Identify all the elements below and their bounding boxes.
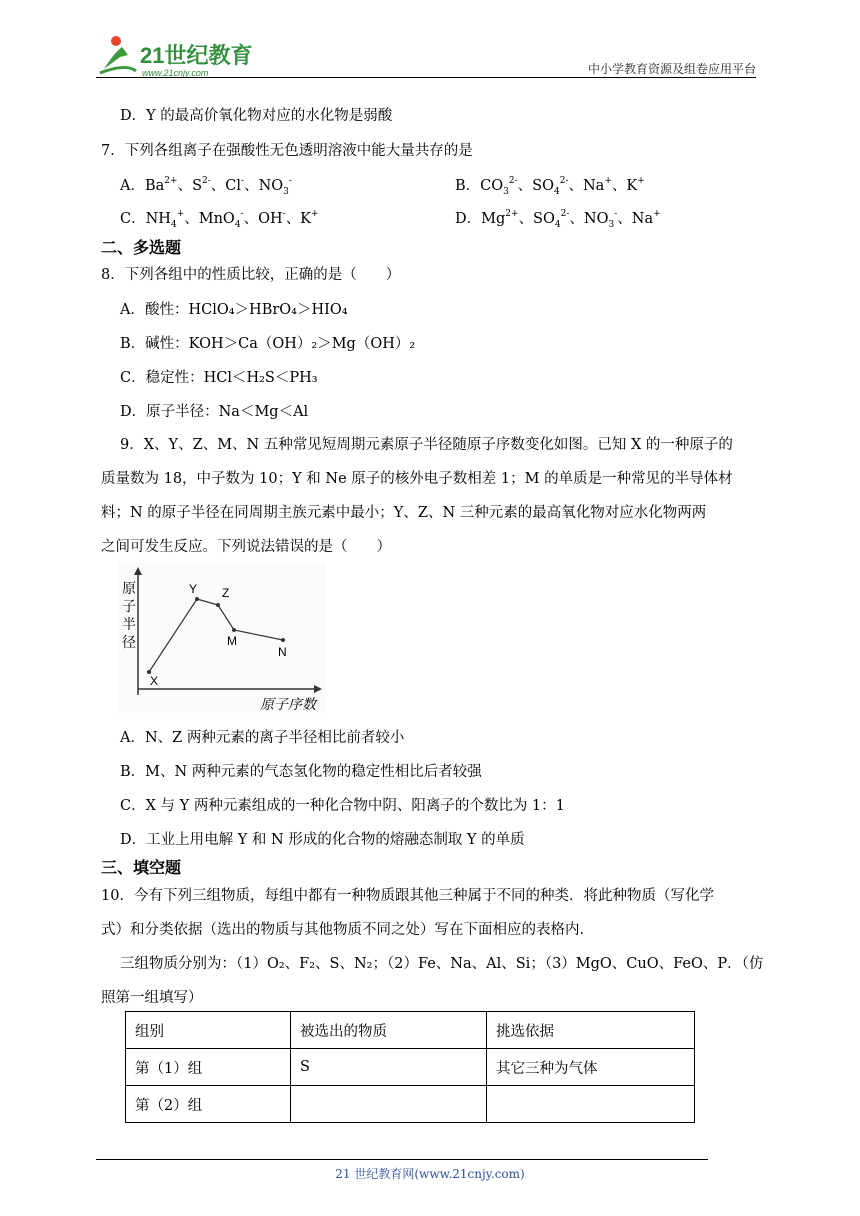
label-x: X: [150, 674, 159, 688]
table-cell: 其它三种为气体: [487, 1049, 695, 1086]
q9-stem-line4: 之间可发生反应。下列说法错误的是（ ）: [101, 539, 391, 555]
section-heading-multiple-choice: 二、多选题: [101, 238, 182, 257]
x-label: 原子序数: [260, 696, 316, 712]
q7-option-c: C．$NH_4^+$、MnO$_4$-、OH-、K+: [120, 209, 319, 230]
logo-text: 21世纪教育: [140, 43, 253, 68]
q6-option-d: D．Y 的最高价氧化物对应的水化物是弱酸: [120, 108, 393, 124]
q7-option-d: D．$Mg^{2+}$、$SO_4^{2-}$、$NO_3^-$、Na+: [455, 209, 661, 230]
q8-option-a: A．酸性：HClO₄＞HBrO₄＞HIO₄: [120, 302, 348, 318]
q8-option-d: D．原子半径：Na＜Mg＜Al: [120, 404, 309, 420]
q9-stem-line3: 料；N 的原子半径在同周期主族元素中最小；Y、Z、N 三种元素的最高氧化物对应水化物两两: [101, 505, 707, 521]
table-header-row: [126, 1012, 695, 1049]
label-z: Z: [222, 586, 230, 600]
point-z: [216, 603, 220, 607]
q9-option-c: C．X 与 Y 两种元素组成的一种化合物中阴、阳离子的个数比为 1：1: [120, 798, 565, 814]
y-label-char-1: 原: [122, 580, 136, 596]
table-cell: [487, 1086, 695, 1123]
atomic-radius-figure: [118, 563, 326, 713]
q7-option-a: A．$Ba^{2+}$、$S^{2-}$、Cl-、$NO_3^-$: [120, 176, 292, 197]
q10-stem-line1: 10．今有下列三组物质，每组中都有一种物质跟其他三种属于不同的种类．将此种物质（写化学: [101, 888, 714, 904]
table-cell: [291, 1086, 487, 1123]
footer-divider: [96, 1159, 708, 1160]
table-cell: S: [291, 1049, 487, 1086]
q10-stem-line4: 照第一组填写）: [101, 990, 203, 1006]
q7-stem: 7．下列各组离子在强酸性无色透明溶液中能大量共存的是: [101, 143, 473, 159]
table-row: [126, 1086, 695, 1123]
header-divider: [96, 77, 756, 78]
q7-option-b: B．$CO_3^{2-}$、$SO_4^{2-}$、Na+、K+: [455, 176, 645, 197]
q10-stem-line2: 式）和分类依据（选出的物质与其他物质不同之处）写在下面相应的表格内．: [101, 922, 594, 938]
table-row: [126, 1049, 695, 1086]
q8-stem: 8．下列各组中的性质比较，正确的是（ ）: [101, 267, 401, 283]
q10-answer-table: [125, 1011, 695, 1123]
table-header-cell: 被选出的物质: [291, 1012, 487, 1049]
label-n: N: [278, 645, 287, 659]
table-cell: 第（2）组: [126, 1086, 291, 1123]
q10-stem-line3: 三组物质分别为：（1）O₂、F₂、S、N₂；（2）Fe、Na、Al、Si；（3）MgO、CuO、FeO、P．（仿: [120, 956, 764, 972]
section-heading-fill-in: 三、填空题: [101, 858, 182, 877]
q8-option-c: C．稳定性：HCl＜H₂S＜PH₃: [120, 370, 318, 386]
header-platform-text: 中小学教育资源及组卷应用平台: [587, 62, 756, 76]
footer-text: 21 世纪教育网(www.21cnjy.com): [335, 1167, 525, 1181]
y-label-char-3: 半: [122, 616, 136, 632]
y-label-char-2: 子: [122, 598, 136, 614]
q9-option-d: D．工业上用电解 Y 和 N 形成的化合物的熔融态制取 Y 的单质: [120, 832, 525, 848]
q9-option-a: A．N、Z 两种元素的离子半径相比前者较小: [120, 730, 405, 746]
point-m: [232, 628, 236, 632]
q9-option-b: B．M、N 两种元素的气态氢化物的稳定性相比后者较强: [120, 764, 482, 780]
q9-stem-line1: 9．X、Y、Z、M、N 五种常见短周期元素原子半径随原子序数变化如图。已知 X 的一种原子的: [120, 437, 733, 453]
q9-stem-line2: 质量数为 18，中子数为 10；Y 和 Ne 原子的核外电子数相差 1；M 的单质是一种常见的半导体材: [101, 471, 733, 487]
y-label-char-4: 径: [122, 634, 136, 650]
label-m: M: [227, 634, 237, 648]
site-logo: [96, 33, 261, 79]
table-cell: 第（1）组: [126, 1049, 291, 1086]
table-header-cell: 挑选依据: [487, 1012, 695, 1049]
q8-option-b: B．碱性：KOH＞Ca（OH）₂＞Mg（OH）₂: [120, 336, 416, 352]
table-header-cell: 组别: [126, 1012, 291, 1049]
label-y: Y: [189, 582, 198, 596]
logo-url: www.21cnjy.com: [142, 68, 209, 78]
point-y: [195, 597, 199, 601]
point-n: [281, 638, 285, 642]
